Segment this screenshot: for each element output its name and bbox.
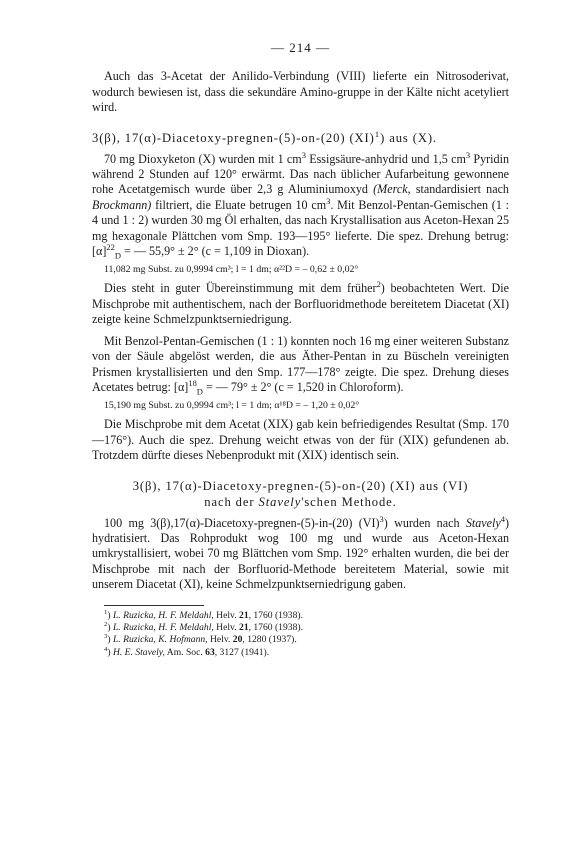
footnote-number: 1 xyxy=(104,608,108,616)
italic-name: (Merck xyxy=(373,182,408,197)
paragraph-second-substance xyxy=(92,334,509,396)
superscript: 3 xyxy=(301,149,306,160)
measurement-line-2: 15,190 mg Subst. zu 0,9994 cm³; l = 1 dm; α¹⁸D = – 1,20 ± 0,02° xyxy=(104,400,360,412)
footnote-number: 4 xyxy=(104,645,108,653)
text-run: Dies steht in guter Übereinstimmung mit dem früher xyxy=(104,281,377,296)
footnote-volume: 63 xyxy=(205,646,215,658)
text-run: , standardisiert nach xyxy=(407,182,509,197)
italic-name: Stavely xyxy=(465,515,501,530)
footnote: $^1$) L. Ruzicka, H. F. Meldahl, Helv. 21, 1760 (1938). xyxy=(104,608,303,621)
text-run: . Mit Benzol-Pentan-Gemischen (1 : 4 und 1 : 2) wurden 30 mg Öl erhalten, das nach Krystallisation aus Aceton-Hexan 25 mg hexagonale Plättchen vom Smp. 193—195° lieferte. Die spez. Drehung betrug: [α] xyxy=(92,197,509,259)
section-heading-xi-from-x xyxy=(92,130,509,146)
footnote: $^4$) H. E. Stavely, Am. Soc. 63, 3127 (1941). xyxy=(104,645,270,658)
footnote-journal: Am. Soc. xyxy=(164,646,206,658)
text-run: Mit Benzol-Pentan-Gemischen (1 : 1) konnten noch 16 mg einer weiteren Substanz von der Säule abgelöst werden, die aus Äther-Pentan in zu Büscheln vereinigten Prismen krystallisierten und den Smp. 177—178° zeigte. Die spez. Drehung dieses Acetates betrug: [α] xyxy=(92,333,509,394)
section-heading-xi-from-vi xyxy=(92,478,509,510)
footnote: $^3$) L. Ruzicka, K. Hofmann, Helv. 20, 1280 (1937). xyxy=(104,633,297,646)
footnote-number: 2 xyxy=(104,620,108,628)
page-number: — 214 — xyxy=(271,40,330,55)
superscript: 3 xyxy=(326,195,331,206)
footnote-divider xyxy=(104,605,204,606)
footnote-rest: , 1280 (1937). xyxy=(242,634,297,646)
heading-line-1: 3(β), 17(α)-Diacetoxy-pregnen-(5)-on-(20) (XI) aus (VI) xyxy=(132,478,469,493)
footnote-ref: 1 xyxy=(374,128,381,139)
footnote-number: 3 xyxy=(104,633,108,641)
heading-text: 3(β), 17(α)-Diacetoxy-pregnen-(5)-on-(20) (XI) xyxy=(92,130,375,145)
footnote-rest: , 1760 (1938). xyxy=(248,621,303,633)
text-run: Pyridin während 2 Stunden auf 120° erwärmt. Das nach üblicher Aufarbeitung gewonnene rohe Acetatgemisch wurde über 2,3 g Aluminiumoxyd xyxy=(92,151,509,197)
text-run: = — 55,9° ± 2° (c = 1,109 in Dioxan). xyxy=(121,244,310,259)
paragraph-mixed-sample: Die Mischprobe mit dem Acetat (XIX) gab kein befriedigendes Resultat (Smp. 170—176°). Auch die spez. Drehung weicht etwas von der für (XIX) gefundenen ab. Trotzdem dürfte dieses Nebenprodukt mit (XIX) identisch sein. xyxy=(92,417,509,463)
measurement-line-1: 11,082 mg Subst. zu 0,9994 cm³; l = 1 dm; α²²D = – 0,62 ± 0,02° xyxy=(104,264,359,276)
document-page xyxy=(92,40,509,659)
text-run: ) hydratisiert. Das Rohprodukt wog 100 mg und wurde aus Aceton-Hexan umkrystallisiert, wobei 70 mg Blättchen vom Smp. 192° erhalten wurden, die bei der Mischprobe mit nach der Borfluorid-Methode bereitetem Material, sowie mit unserem Diacetat (XI), keine Schmelzpunktserniedrigung gaben. xyxy=(92,515,509,592)
footnote-volume: 20 xyxy=(232,634,243,646)
footnote-authors: L. Ruzicka, K. Hofmann, xyxy=(112,634,208,646)
text-run: 100 mg 3(β),17(α)-Diacetoxy-pregnen-(5)-in-(20) (VI) xyxy=(104,515,380,530)
text-run: ) beobachteten Wert. Die Mischprobe mit authentischem, nach der Borfluoridmethode bereitetem Diacetat (XI) zeigte keine Schmelzpunktserniedrigung. xyxy=(92,281,509,327)
footnote-authors: H. E. Stavely, xyxy=(112,646,165,658)
text-run: nach der xyxy=(204,494,259,509)
heading-text-tail: ) aus (X). xyxy=(380,130,437,145)
text-run: 70 mg Dioxyketon (X) wurden mit 1 cm xyxy=(104,151,302,166)
paragraph-agreement xyxy=(92,281,509,327)
superscript: 4 xyxy=(500,513,505,524)
text-run: 'schen Methode. xyxy=(301,494,397,509)
footnote-volume: 21 xyxy=(239,609,249,621)
footnote-rest: , 3127 (1941). xyxy=(214,646,270,658)
text-run: ) wurden nach xyxy=(383,515,466,530)
italic-name: Stavely xyxy=(258,494,302,509)
footnote-volume: 21 xyxy=(239,621,249,633)
italic-name: Brockmann) xyxy=(92,197,152,212)
heading-line-2 xyxy=(92,494,509,510)
paragraph-nitroso: Auch das 3-Acetat der Anilido-Verbindung (VIII) lieferte ein Nitrosoderivat, wodurch bewiesen ist, dass die sekundäre Amino-gruppe in der Kälte nicht acetyliert wird. xyxy=(92,69,509,115)
superscript: 18 xyxy=(188,377,197,388)
text-run: filtriert, die Eluate betrugen 10 cm xyxy=(151,197,327,212)
footnote-rest: , 1760 (1938). xyxy=(248,609,303,621)
paragraph-acetylation xyxy=(92,149,509,261)
text-run: = — 79° ± 2° (c = 1,520 in Chloroform). xyxy=(202,379,404,394)
footnote-journal: Helv. xyxy=(213,609,240,621)
footnote-authors: L. Ruzicka, H. F. Meldahl, xyxy=(112,621,214,633)
footnote-authors: L. Ruzicka, H. F. Meldahl, xyxy=(112,609,214,621)
footnote-journal: Helv. xyxy=(213,621,240,633)
footnote: $^2$) L. Ruzicka, H. F. Meldahl, Helv. 21, 1760 (1938). xyxy=(104,620,303,633)
superscript: 3 xyxy=(465,149,471,160)
superscript: 2 xyxy=(376,279,381,290)
subscript: D xyxy=(196,386,203,397)
subscript: D xyxy=(114,250,121,261)
superscript: 22 xyxy=(106,242,115,253)
text-run: Essigsäure-anhydrid und 1,5 cm xyxy=(305,151,466,166)
footnote-journal: Helv. xyxy=(207,634,233,646)
superscript: 3 xyxy=(379,513,384,524)
paragraph-hydration xyxy=(92,513,509,593)
